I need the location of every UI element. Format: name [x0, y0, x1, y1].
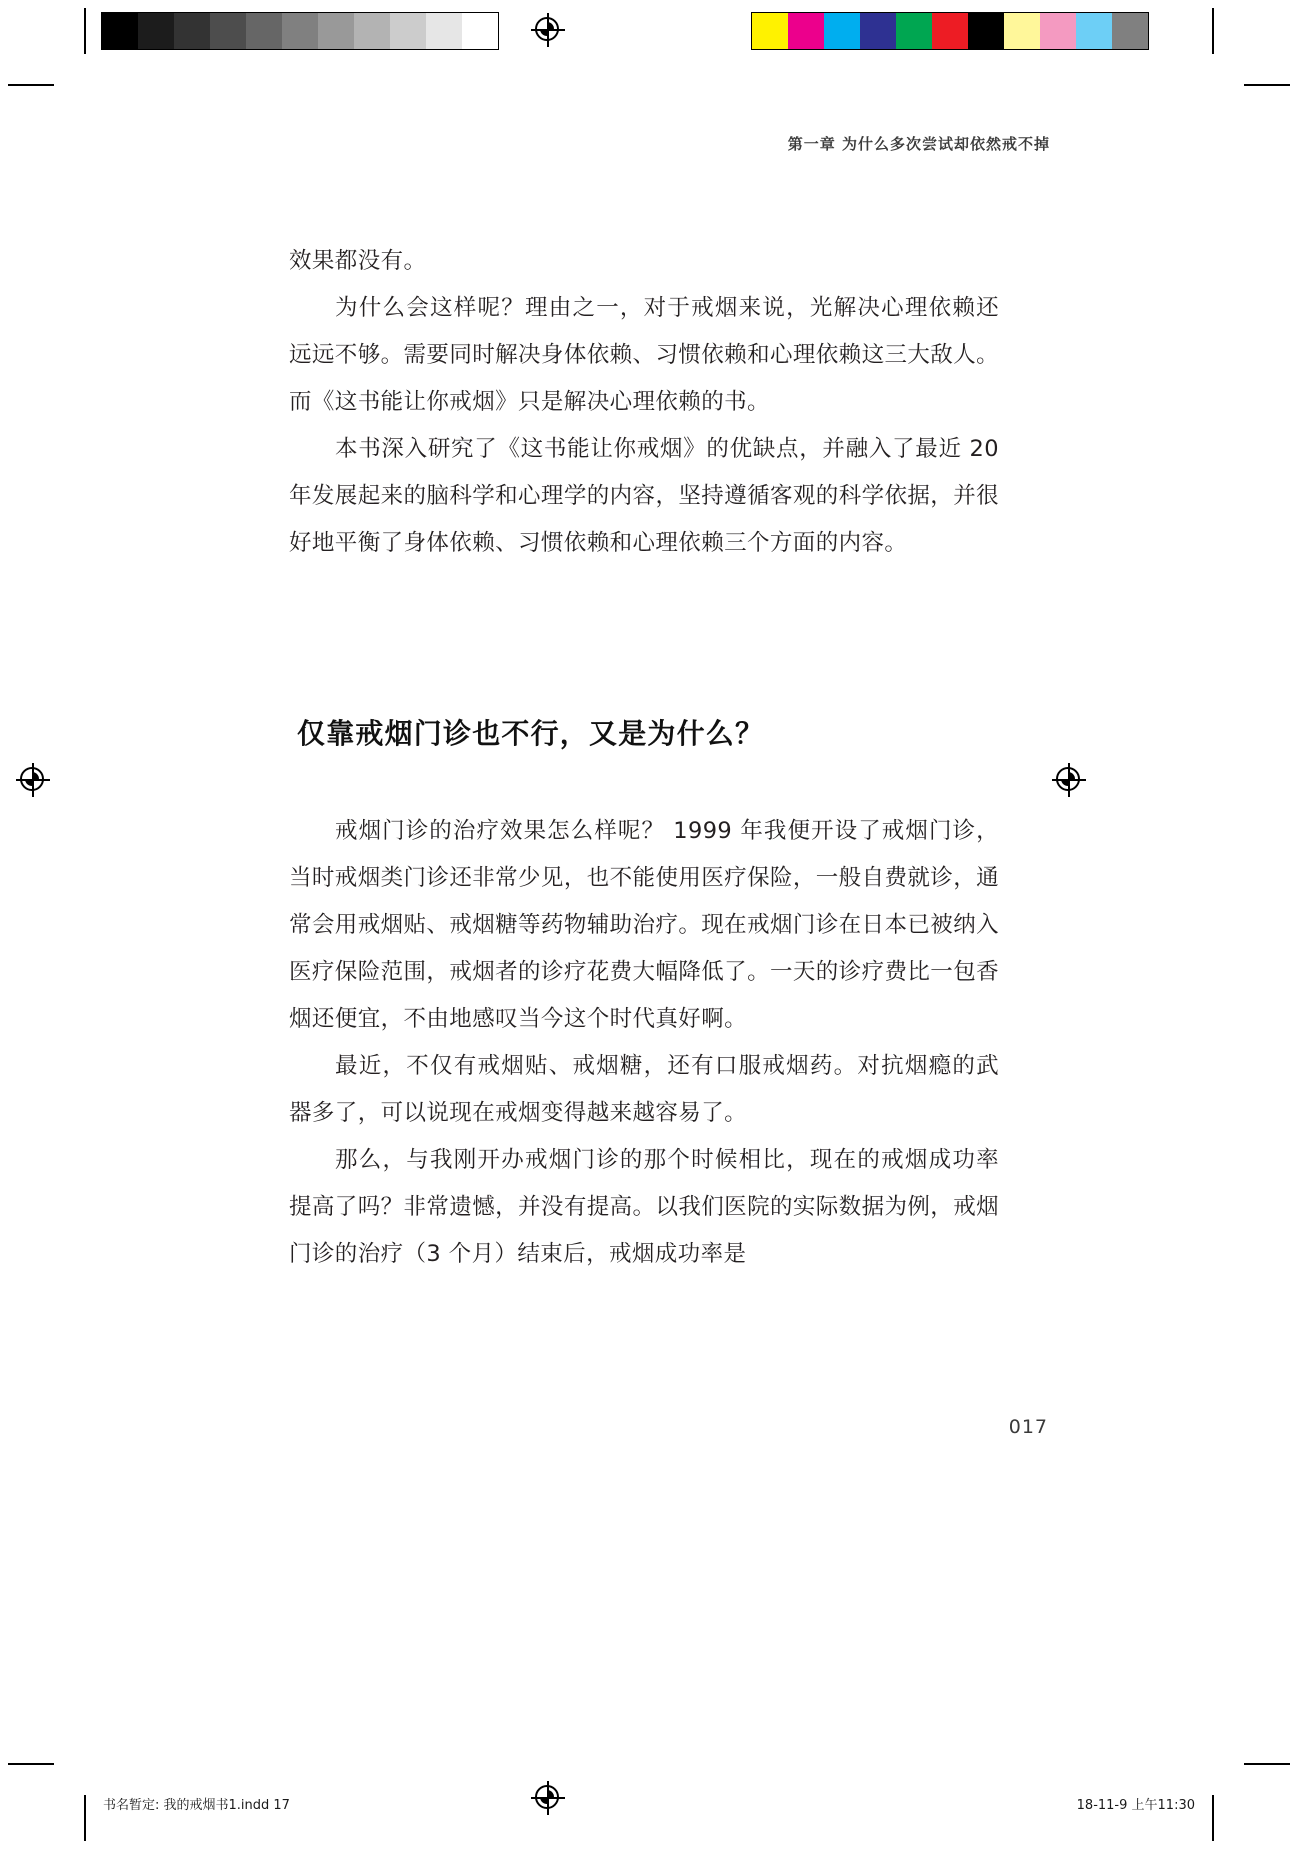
- page-number: 017: [1008, 1416, 1048, 1438]
- body-text-bottom: [289, 808, 999, 1278]
- paragraph: 那么，与我刚开办戒烟门诊的那个时候相比，现在的戒烟成功率提高了吗？非常遗憾，并没有提高。以我们医院的实际数据为例，戒烟门诊的治疗（3 个月）结束后，戒烟成功率是: [289, 1147, 999, 1267]
- paragraph: 为什么会这样呢？理由之一，对于戒烟来说，光解决心理依赖还远远不够。需要同时解决身体依赖、习惯依赖和心理依赖这三大敌人。而《这书能让你戒烟》只是解决心理依赖的书。: [289, 295, 999, 415]
- running-head: 第一章 为什么多次尝试却依然戒不掉: [787, 135, 1050, 153]
- paragraph: 最近，不仅有戒烟贴、戒烟糖，还有口服戒烟药。对抗烟瘾的武器多了，可以说现在戒烟变得越来越容易了。: [289, 1053, 999, 1126]
- section-heading: 仅靠戒烟门诊也不行，又是为什么？: [297, 717, 765, 750]
- paragraph: 本书深入研究了《这书能让你戒烟》的优缺点，并融入了最近 20 年发展起来的脑科学和心理学的内容，坚持遵循客观的科学依据，并很好地平衡了身体依赖、习惯依赖和心理依赖三个方面的内容。: [289, 436, 999, 556]
- footer-timestamp: 18-11-9 上午11:30: [1076, 1798, 1195, 1813]
- paragraph: 戒烟门诊的治疗效果怎么样呢？ 1999 年我便开设了戒烟门诊，当时戒烟类门诊还非常少见，也不能使用医疗保险，一般自费就诊，通常会用戒烟贴、戒烟糖等药物辅助治疗。现在戒烟门诊在日本已被纳入医疗保险范围，戒烟者的诊疗花费大幅降低了。一天的诊疗费比一包香烟还便宜，不由地感叹当今这个时代真好啊。: [289, 818, 999, 1032]
- paragraph: 效果都没有。: [289, 248, 427, 274]
- footer-file-slug: 书名暂定: 我的戒烟书1.indd 17: [103, 1798, 290, 1813]
- body-text-top: [289, 238, 999, 567]
